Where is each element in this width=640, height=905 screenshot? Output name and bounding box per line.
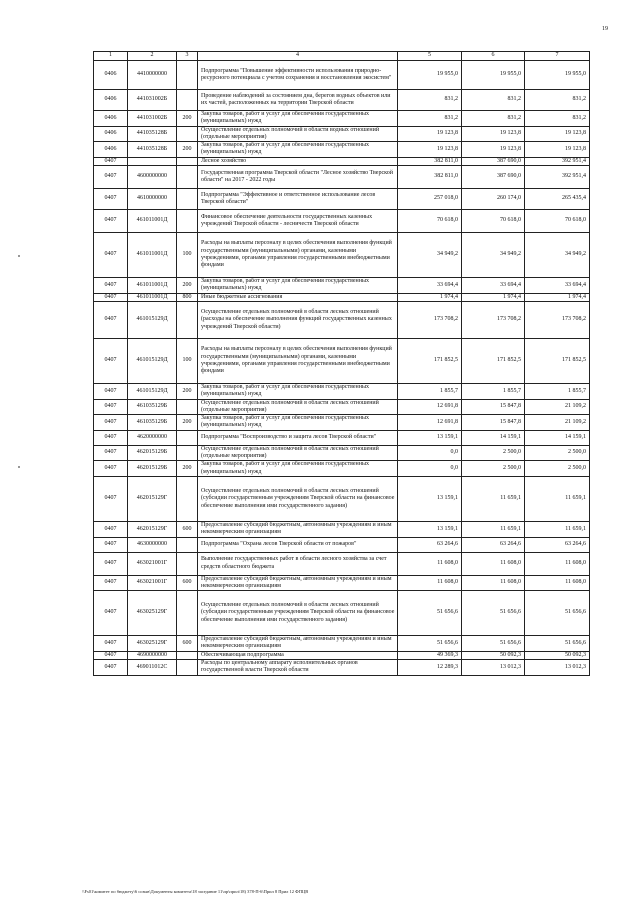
- amount-col-6-cell: 34 949,2: [462, 233, 525, 278]
- item-name-cell: Выполнение государственных работ в области лесного хозяйства за счет средств областного бюджета: [198, 552, 398, 575]
- amount-col-6-cell: 173 708,2: [462, 301, 525, 338]
- amount-col-6-cell: 2 500,0: [462, 461, 525, 477]
- table-row: [94, 90, 590, 111]
- amount-col-5-cell: 13 159,1: [398, 476, 462, 521]
- amount-col-6-cell: 15 847,8: [462, 399, 525, 415]
- expense-type-cell: [177, 445, 198, 461]
- amount-col-6-cell: 51 656,6: [462, 636, 525, 652]
- amount-col-6-cell: 1 974,4: [462, 293, 525, 301]
- amount-col-5-cell: 12 691,8: [398, 399, 462, 415]
- section-code-cell: 0407: [94, 575, 128, 591]
- target-article-cell: 461035129Б: [128, 415, 177, 431]
- expense-type-cell: [177, 552, 198, 575]
- table-row: [94, 476, 590, 521]
- col-6-header: 6: [462, 52, 525, 61]
- target-article-cell: 461011001Д: [128, 278, 177, 294]
- amount-col-5-cell: 33 694,4: [398, 278, 462, 294]
- table-row: [94, 233, 590, 278]
- amount-col-5-cell: 257 018,0: [398, 189, 462, 210]
- amount-col-6-cell: 260 174,0: [462, 189, 525, 210]
- section-code-cell: 0407: [94, 552, 128, 575]
- expense-type-cell: 200: [177, 461, 198, 477]
- item-name-cell: Расходы на выплаты персоналу в целях обеспечения выполнения функций государственными (муниципальными) органами, казенными учреждениями, органами управления государственными внебюджетными фондами: [198, 233, 398, 278]
- expense-type-cell: 200: [177, 111, 198, 127]
- item-name-cell: Осуществление отдельных полномочий в области лесных отношений (расходы на обеспечение выполнения функций государственных казенных учреждений Тверской области): [198, 301, 398, 338]
- table-row: [94, 189, 590, 210]
- col-4-header: 4: [198, 52, 398, 61]
- target-article-cell: 463021001Г: [128, 575, 177, 591]
- amount-col-5-cell: 70 618,0: [398, 210, 462, 233]
- item-name-cell: Подпрограмма "Эффективное и ответственное использование лесов Тверской области": [198, 189, 398, 210]
- section-code-cell: 0406: [94, 111, 128, 127]
- section-code-cell: 0407: [94, 157, 128, 165]
- expense-type-cell: 200: [177, 383, 198, 399]
- section-code-cell: 0407: [94, 383, 128, 399]
- item-name-cell: Подпрограмма "Воспроизводство и защита лесов Тверской области": [198, 430, 398, 445]
- item-name-cell: Предоставление субсидий бюджетным, автономным учреждениям и иным некоммерческим организациям: [198, 521, 398, 537]
- target-article-cell: 461035129Б: [128, 399, 177, 415]
- amount-col-7-cell: 34 949,2: [525, 233, 590, 278]
- amount-col-5-cell: 11 608,0: [398, 552, 462, 575]
- amount-col-6-cell: 831,2: [462, 111, 525, 127]
- amount-col-5-cell: 34 949,2: [398, 233, 462, 278]
- col-5-header: 5: [398, 52, 462, 61]
- expense-type-cell: [177, 476, 198, 521]
- target-article-cell: 441035128Б: [128, 126, 177, 142]
- item-name-cell: Предоставление субсидий бюджетным, автономным учреждениям и иным некоммерческим организациям: [198, 636, 398, 652]
- column-number-row: [94, 52, 590, 61]
- table-row: [94, 445, 590, 461]
- amount-col-7-cell: 831,2: [525, 111, 590, 127]
- item-name-cell: Закупка товаров, работ и услуг для обеспечения государственных (муниципальных) нужд: [198, 111, 398, 127]
- amount-col-5-cell: 0,0: [398, 445, 462, 461]
- target-article-cell: 463025129Г: [128, 636, 177, 652]
- target-article-cell: 469011012С: [128, 660, 177, 676]
- amount-col-7-cell: 33 694,4: [525, 278, 590, 294]
- amount-col-5-cell: 51 656,6: [398, 591, 462, 636]
- amount-col-6-cell: 387 690,0: [462, 157, 525, 165]
- target-article-cell: 461015129Д: [128, 383, 177, 399]
- target-article-cell: 463025129Г: [128, 591, 177, 636]
- amount-col-5-cell: 12 691,8: [398, 415, 462, 431]
- section-code-cell: 0407: [94, 430, 128, 445]
- file-path-footer: \\Fs01\комитет по бюджету\6 созыв\Документы комитета\18 заседание 11\пр\прил\18) 378-П-6\Прил 8 Прил 12 ФПЦВ: [82, 889, 309, 894]
- expense-type-cell: 200: [177, 278, 198, 294]
- amount-col-5-cell: 19 955,0: [398, 61, 462, 90]
- table-row: [94, 61, 590, 90]
- section-code-cell: 0407: [94, 189, 128, 210]
- section-code-cell: 0406: [94, 90, 128, 111]
- item-name-cell: Закупка товаров, работ и услуг для обеспечения государственных (муниципальных) нужд: [198, 415, 398, 431]
- amount-col-5-cell: 1 974,4: [398, 293, 462, 301]
- section-code-cell: 0407: [94, 399, 128, 415]
- table-row: [94, 126, 590, 142]
- table-row: [94, 142, 590, 158]
- target-article-cell: 4690000000: [128, 651, 177, 659]
- item-name-cell: Закупка товаров, работ и услуг для обеспечения государственных (муниципальных) нужд: [198, 278, 398, 294]
- target-article-cell: 461011001Д: [128, 210, 177, 233]
- target-article-cell: 4620000000: [128, 430, 177, 445]
- expense-type-cell: 600: [177, 575, 198, 591]
- target-article-cell: 463021001Г: [128, 552, 177, 575]
- col-3-header: 3: [177, 52, 198, 61]
- target-article-cell: 461011001Д: [128, 233, 177, 278]
- amount-col-7-cell: 173 708,2: [525, 301, 590, 338]
- amount-col-6-cell: 11 608,0: [462, 552, 525, 575]
- item-name-cell: Закупка товаров, работ и услуг для обеспечения государственных (муниципальных) нужд: [198, 383, 398, 399]
- amount-col-6-cell: 1 855,7: [462, 383, 525, 399]
- section-code-cell: 0407: [94, 636, 128, 652]
- col-1-header: 1: [94, 52, 128, 61]
- amount-col-7-cell: 1 855,7: [525, 383, 590, 399]
- table-row: [94, 552, 590, 575]
- item-name-cell: Закупка товаров, работ и услуг для обеспечения государственных (муниципальных) нужд: [198, 461, 398, 477]
- amount-col-7-cell: 51 656,6: [525, 591, 590, 636]
- amount-col-7-cell: 2 500,0: [525, 461, 590, 477]
- amount-col-7-cell: 19 123,8: [525, 126, 590, 142]
- table-row: [94, 651, 590, 659]
- amount-col-6-cell: 14 159,1: [462, 430, 525, 445]
- item-name-cell: Осуществление отдельных полномочий в области лесных отношений (субсидии государственным учреждениям Тверской области на финансовое обеспечение выполнения ими государственного задания): [198, 476, 398, 521]
- item-name-cell: Закупка товаров, работ и услуг для обеспечения государственных (муниципальных) нужд: [198, 142, 398, 158]
- item-name-cell: Иные бюджетные ассигнования: [198, 293, 398, 301]
- amount-col-5-cell: 19 123,8: [398, 126, 462, 142]
- amount-col-7-cell: 392 951,4: [525, 157, 590, 165]
- table-row: [94, 210, 590, 233]
- col-2-header: 2: [128, 52, 177, 61]
- amount-col-7-cell: 1 974,4: [525, 293, 590, 301]
- target-article-cell: 441031002Б: [128, 90, 177, 111]
- amount-col-5-cell: 49 369,3: [398, 651, 462, 659]
- amount-col-7-cell: 171 852,5: [525, 338, 590, 383]
- target-article-cell: 462015129Г: [128, 521, 177, 537]
- expense-type-cell: [177, 399, 198, 415]
- amount-col-7-cell: 21 109,2: [525, 399, 590, 415]
- target-article-cell: 461015129Д: [128, 301, 177, 338]
- target-article-cell: 461011001Д: [128, 293, 177, 301]
- expense-type-cell: [177, 90, 198, 111]
- target-article-cell: 4630000000: [128, 537, 177, 552]
- amount-col-5-cell: 13 159,1: [398, 521, 462, 537]
- amount-col-6-cell: 11 608,0: [462, 575, 525, 591]
- amount-col-6-cell: 2 500,0: [462, 445, 525, 461]
- amount-col-5-cell: 173 708,2: [398, 301, 462, 338]
- expense-type-cell: [177, 430, 198, 445]
- table-row: [94, 293, 590, 301]
- amount-col-7-cell: 50 092,3: [525, 651, 590, 659]
- expense-type-cell: [177, 189, 198, 210]
- budget-table: [93, 51, 590, 676]
- scan-speck: [18, 466, 20, 468]
- col-7-header: 7: [525, 52, 590, 61]
- expense-type-cell: 200: [177, 415, 198, 431]
- amount-col-6-cell: 70 618,0: [462, 210, 525, 233]
- amount-col-6-cell: 50 092,3: [462, 651, 525, 659]
- target-article-cell: 4600000000: [128, 166, 177, 189]
- item-name-cell: Финансовое обеспечение деятельности государственных казенных учреждений Тверской области - лесничеств Тверской области: [198, 210, 398, 233]
- item-name-cell: Подпрограмма "Охрана лесов Тверской области от пожаров": [198, 537, 398, 552]
- amount-col-5-cell: 382 811,0: [398, 166, 462, 189]
- table-row: [94, 461, 590, 477]
- expense-type-cell: [177, 166, 198, 189]
- amount-col-6-cell: 831,2: [462, 90, 525, 111]
- amount-col-7-cell: 14 159,1: [525, 430, 590, 445]
- table-row: [94, 591, 590, 636]
- table-row: [94, 575, 590, 591]
- table-body: [94, 61, 590, 676]
- amount-col-5-cell: 63 264,6: [398, 537, 462, 552]
- table-row: [94, 521, 590, 537]
- expense-type-cell: [177, 660, 198, 676]
- amount-col-6-cell: 33 694,4: [462, 278, 525, 294]
- amount-col-7-cell: 51 656,6: [525, 636, 590, 652]
- section-code-cell: 0406: [94, 142, 128, 158]
- amount-col-5-cell: 0,0: [398, 461, 462, 477]
- section-code-cell: 0407: [94, 591, 128, 636]
- amount-col-6-cell: 171 852,5: [462, 338, 525, 383]
- amount-col-7-cell: 11 608,0: [525, 575, 590, 591]
- expense-type-cell: [177, 301, 198, 338]
- expense-type-cell: 200: [177, 142, 198, 158]
- item-name-cell: Подпрограмма "Повышение эффективности использования природно-ресурсного потенциала с учетом сохранения и восстановления экосистем": [198, 61, 398, 90]
- target-article-cell: 441031002Б: [128, 111, 177, 127]
- section-code-cell: 0407: [94, 476, 128, 521]
- section-code-cell: 0407: [94, 537, 128, 552]
- expense-type-cell: [177, 126, 198, 142]
- item-name-cell: Расходы по центральному аппарату исполнительных органов государственной власти Тверской области: [198, 660, 398, 676]
- amount-col-6-cell: 15 847,8: [462, 415, 525, 431]
- amount-col-6-cell: 19 123,8: [462, 126, 525, 142]
- item-name-cell: Осуществление отдельных полномочий в области лесных отношений (отдельные мероприятия): [198, 399, 398, 415]
- table-row: [94, 301, 590, 338]
- target-article-cell: 462015129Б: [128, 461, 177, 477]
- table-row: [94, 338, 590, 383]
- amount-col-7-cell: 11 659,1: [525, 521, 590, 537]
- scan-speck: [18, 255, 20, 257]
- amount-col-7-cell: 392 951,4: [525, 166, 590, 189]
- amount-col-7-cell: 19 123,8: [525, 142, 590, 158]
- item-name-cell: Проведение наблюдений за состоянием дна, берегов водных объектов или их частей, расположенных на территории Тверской области: [198, 90, 398, 111]
- item-name-cell: Обеспечивающая подпрограмма: [198, 651, 398, 659]
- amount-col-5-cell: 19 123,8: [398, 142, 462, 158]
- section-code-cell: 0407: [94, 415, 128, 431]
- section-code-cell: 0407: [94, 166, 128, 189]
- item-name-cell: Лесное хозяйство: [198, 157, 398, 165]
- amount-col-6-cell: 63 264,6: [462, 537, 525, 552]
- amount-col-6-cell: 387 690,0: [462, 166, 525, 189]
- table-row: [94, 383, 590, 399]
- amount-col-6-cell: 11 659,1: [462, 476, 525, 521]
- amount-col-7-cell: 11 659,1: [525, 476, 590, 521]
- table-row: [94, 660, 590, 676]
- expense-type-cell: [177, 210, 198, 233]
- section-code-cell: 0407: [94, 461, 128, 477]
- expense-type-cell: [177, 591, 198, 636]
- amount-col-6-cell: 51 656,6: [462, 591, 525, 636]
- amount-col-7-cell: 13 012,3: [525, 660, 590, 676]
- expense-type-cell: [177, 61, 198, 90]
- amount-col-6-cell: 19 123,8: [462, 142, 525, 158]
- expense-type-cell: 100: [177, 338, 198, 383]
- amount-col-6-cell: 19 955,0: [462, 61, 525, 90]
- item-name-cell: Осуществление отдельных полномочий в области водных отношений (отдельные мероприятия): [198, 126, 398, 142]
- section-code-cell: 0407: [94, 660, 128, 676]
- target-article-cell: [128, 157, 177, 165]
- section-code-cell: 0407: [94, 293, 128, 301]
- item-name-cell: Предоставление субсидий бюджетным, автономным учреждениям и иным некоммерческим организациям: [198, 575, 398, 591]
- amount-col-5-cell: 13 159,1: [398, 430, 462, 445]
- expense-type-cell: 600: [177, 521, 198, 537]
- target-article-cell: 462015129Б: [128, 445, 177, 461]
- table-row: [94, 278, 590, 294]
- page-number: 19: [602, 26, 608, 32]
- amount-col-7-cell: 21 109,2: [525, 415, 590, 431]
- target-article-cell: 461015129Д: [128, 338, 177, 383]
- section-code-cell: 0407: [94, 278, 128, 294]
- table-row: [94, 111, 590, 127]
- table-row: [94, 166, 590, 189]
- section-code-cell: 0407: [94, 233, 128, 278]
- section-code-cell: 0407: [94, 210, 128, 233]
- target-article-cell: 441035128Б: [128, 142, 177, 158]
- expense-type-cell: [177, 537, 198, 552]
- target-article-cell: 4410000000: [128, 61, 177, 90]
- amount-col-6-cell: 13 012,3: [462, 660, 525, 676]
- table-row: [94, 399, 590, 415]
- item-name-cell: Осуществление отдельных полномочий в области лесных отношений (отдельные мероприятия): [198, 445, 398, 461]
- table-row: [94, 415, 590, 431]
- target-article-cell: 462015129Г: [128, 476, 177, 521]
- section-code-cell: 0406: [94, 61, 128, 90]
- expense-type-cell: 100: [177, 233, 198, 278]
- amount-col-7-cell: 831,2: [525, 90, 590, 111]
- amount-col-7-cell: 19 955,0: [525, 61, 590, 90]
- amount-col-7-cell: 265 435,4: [525, 189, 590, 210]
- amount-col-7-cell: 63 264,6: [525, 537, 590, 552]
- amount-col-7-cell: 11 608,0: [525, 552, 590, 575]
- table-row: [94, 430, 590, 445]
- expense-type-cell: 800: [177, 293, 198, 301]
- amount-col-5-cell: 831,2: [398, 111, 462, 127]
- amount-col-5-cell: 11 608,0: [398, 575, 462, 591]
- section-code-cell: 0407: [94, 301, 128, 338]
- table-row: [94, 537, 590, 552]
- table-row: [94, 157, 590, 165]
- amount-col-7-cell: 70 618,0: [525, 210, 590, 233]
- amount-col-5-cell: 51 656,6: [398, 636, 462, 652]
- amount-col-5-cell: 831,2: [398, 90, 462, 111]
- section-code-cell: 0407: [94, 445, 128, 461]
- amount-col-5-cell: 382 811,0: [398, 157, 462, 165]
- expense-type-cell: [177, 157, 198, 165]
- item-name-cell: Осуществление отдельных полномочий в области лесных отношений (субсидии государственным учреждениям Тверской области на финансовое обеспечение выполнения ими государственного задания): [198, 591, 398, 636]
- expense-type-cell: 600: [177, 636, 198, 652]
- amount-col-5-cell: 171 852,5: [398, 338, 462, 383]
- section-code-cell: 0406: [94, 126, 128, 142]
- amount-col-6-cell: 11 659,1: [462, 521, 525, 537]
- amount-col-7-cell: 2 500,0: [525, 445, 590, 461]
- amount-col-5-cell: 1 855,7: [398, 383, 462, 399]
- table-row: [94, 636, 590, 652]
- item-name-cell: Государственная программа Тверской области "Лесное хозяйство Тверской области" на 2017 - 2022 годы: [198, 166, 398, 189]
- item-name-cell: Расходы на выплаты персоналу в целях обеспечения выполнения функций государственными (муниципальными) органами, казенными учреждениями, органами управления государственными внебюджетными фондами: [198, 338, 398, 383]
- section-code-cell: 0407: [94, 651, 128, 659]
- expense-type-cell: [177, 651, 198, 659]
- section-code-cell: 0407: [94, 338, 128, 383]
- target-article-cell: 4610000000: [128, 189, 177, 210]
- amount-col-5-cell: 12 289,3: [398, 660, 462, 676]
- section-code-cell: 0407: [94, 521, 128, 537]
